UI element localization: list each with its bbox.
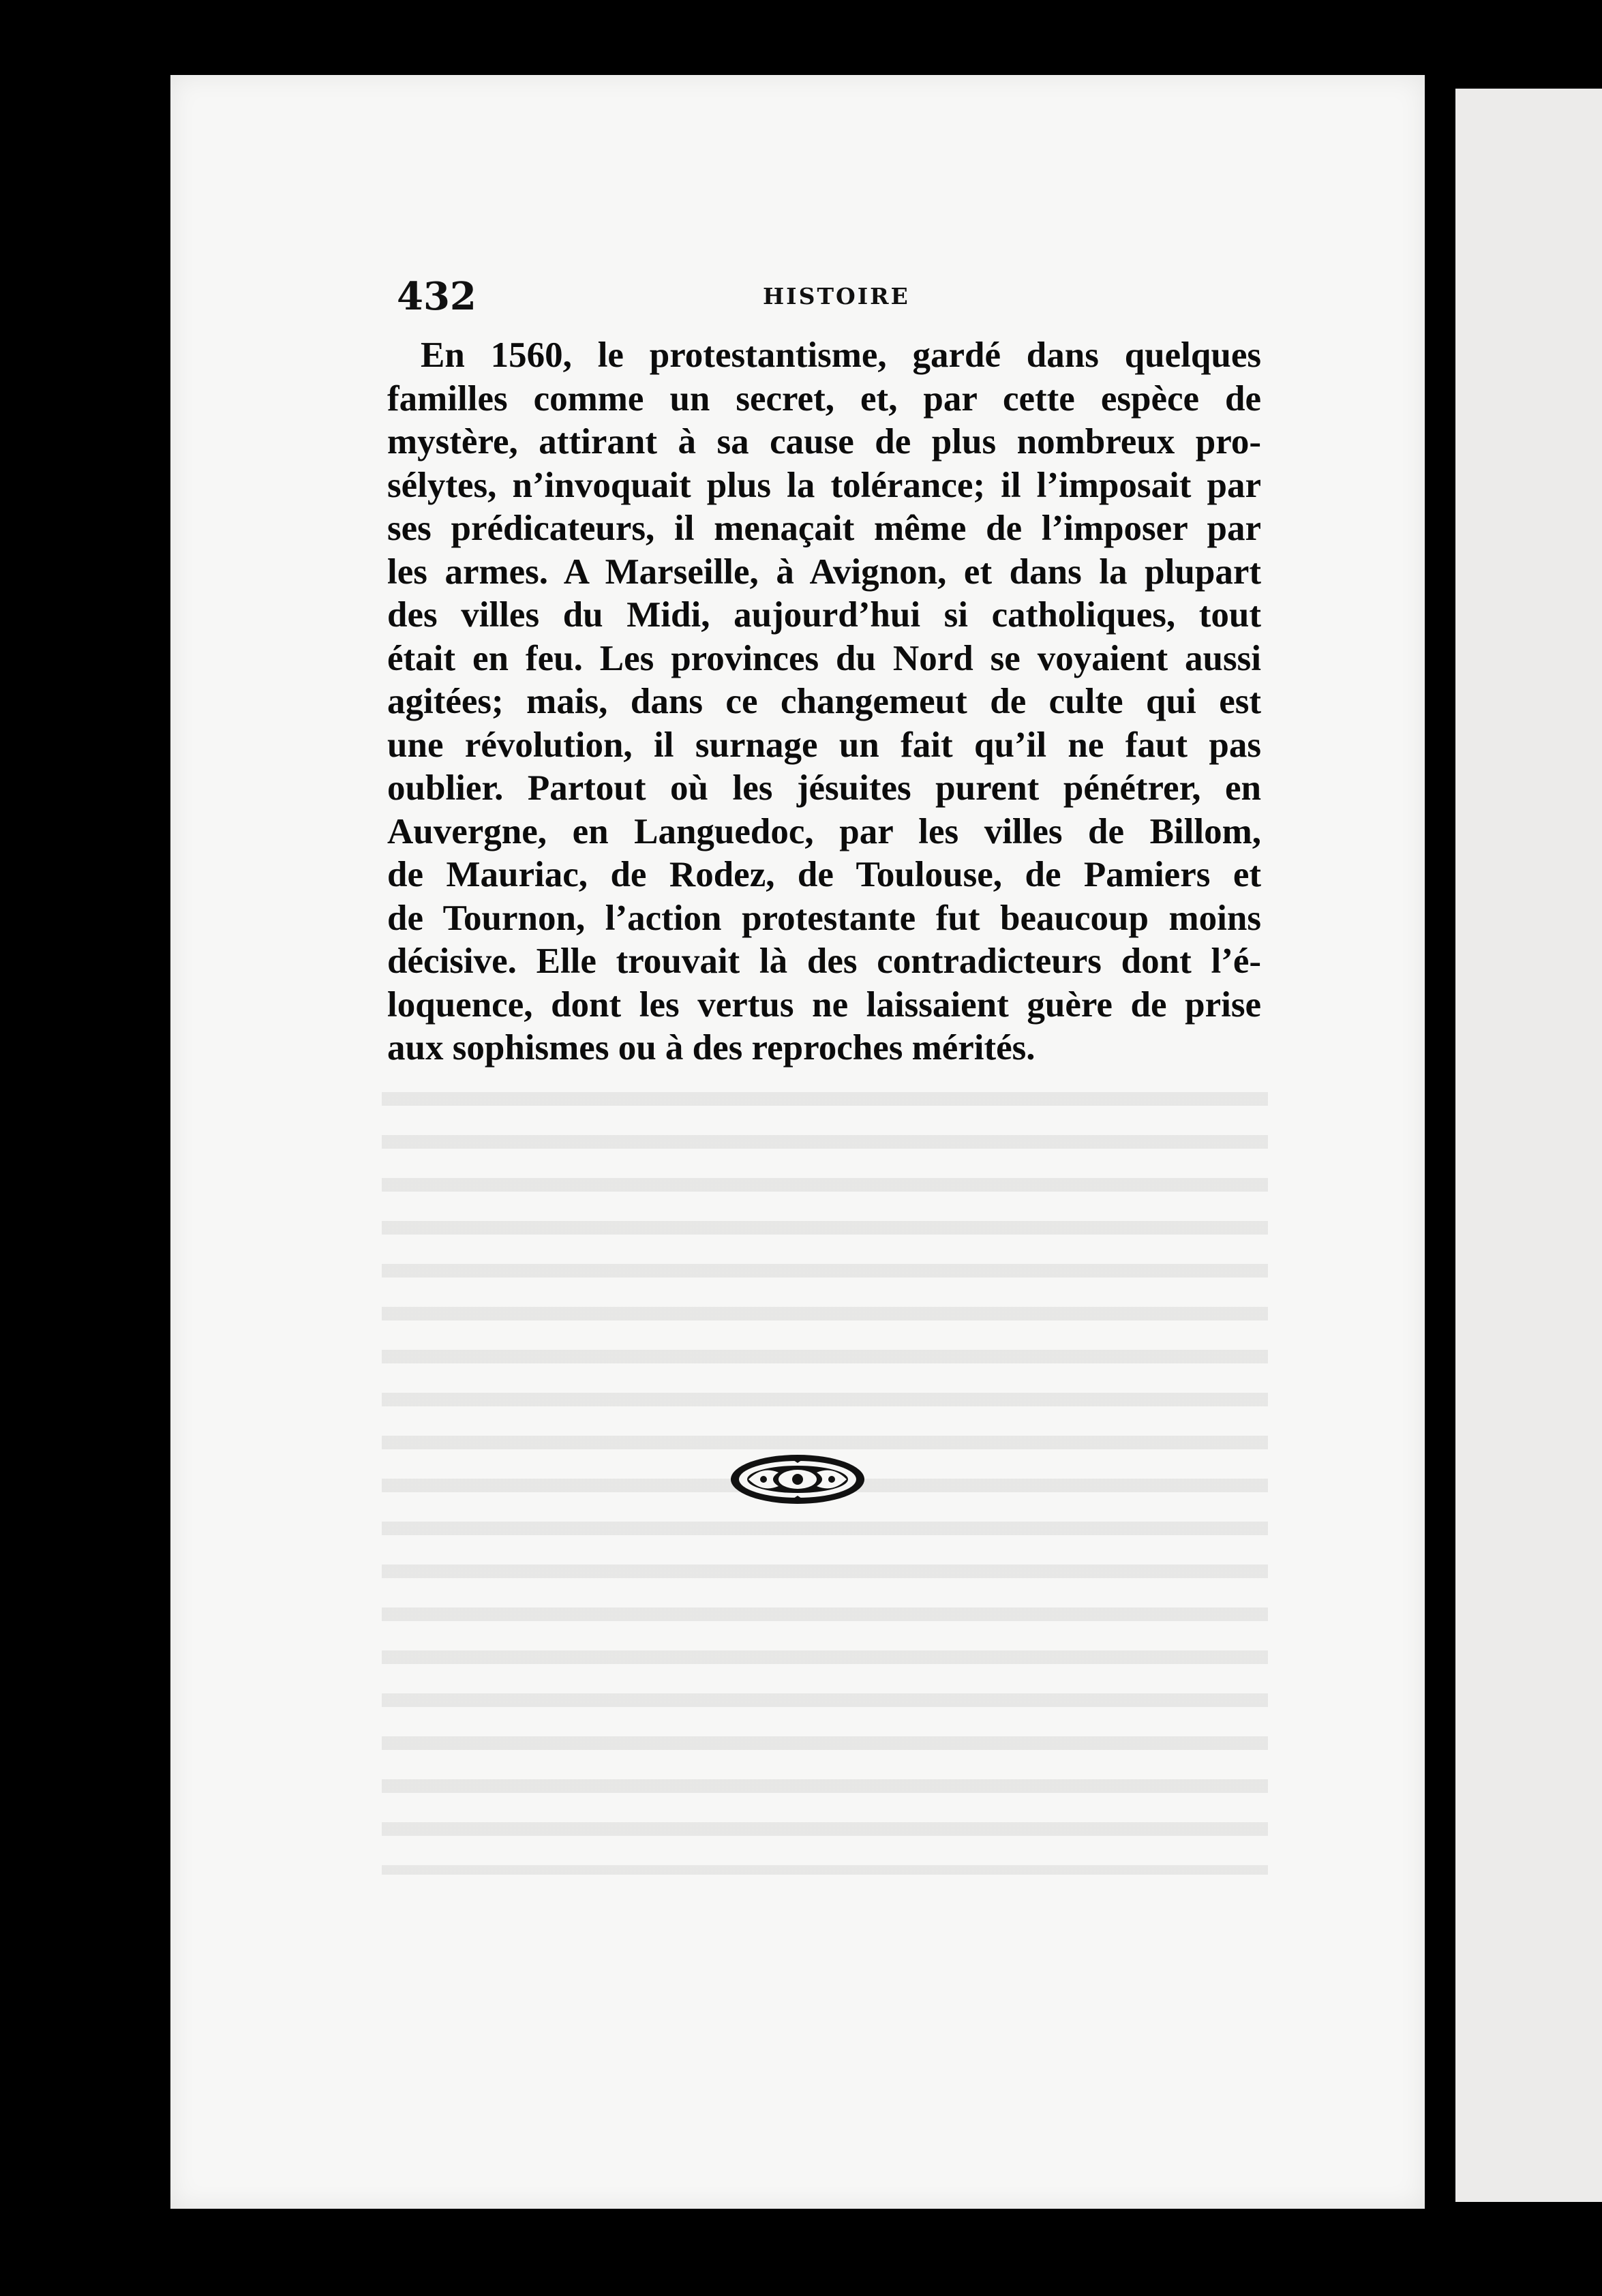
text-line: sélytes, n’invoquait plus la tolérance; il l’imposait par (387, 465, 1261, 505)
running-header (397, 273, 1261, 320)
text-line: oublier. Partout où les jésuites purent pénétrer, en (387, 768, 1261, 808)
page-number: 432 (397, 274, 477, 319)
text-line: loquence, dont les vertus ne laissaient guère de prise (387, 984, 1261, 1025)
text-line: de Tournon, l’action protestante fut beaucoup moins (387, 898, 1261, 938)
text-line: agitées; mais, dans ce changemeut de culte qui est (387, 682, 1261, 721)
tailpiece-ornament-icon (728, 1451, 868, 1509)
text-line: Auvergne, en Languedoc, par les villes de Billom, (387, 811, 1261, 851)
facing-page-edge (1455, 89, 1602, 2202)
gutter-shadow (1428, 75, 1455, 2222)
running-title: HISTOIRE (763, 283, 910, 309)
text-line: était en feu. Les provinces du Nord se voyaient aussi (387, 638, 1261, 678)
text-line: aux sophismes ou à des reproches mérités. (387, 1028, 1036, 1068)
text-line: des villes du Midi, aujourd’hui si catholiques, tout (387, 595, 1261, 635)
text-line: de Mauriac, de Rodez, de Toulouse, de Pamiers et (387, 855, 1261, 894)
text-line: mystère, attirant à sa cause de plus nombreux pro- (387, 422, 1261, 462)
body-paragraph (387, 334, 1261, 1070)
text-line: familles comme un secret, et, par cette espèce de (387, 378, 1261, 419)
text-line: une révolution, il surnage un fait qu’il ne faut pas (387, 725, 1261, 765)
text-line: ses prédicateurs, il menaçait même de l’imposer par (387, 509, 1261, 548)
text-line: les armes. A Marseille, à Avignon, et dans la plupart (387, 552, 1261, 592)
text-line: En 1560, le protestantisme, gardé dans quelques (421, 335, 1261, 375)
text-line: décisive. Elle trouvait là des contradicteurs dont l’é- (387, 941, 1261, 981)
